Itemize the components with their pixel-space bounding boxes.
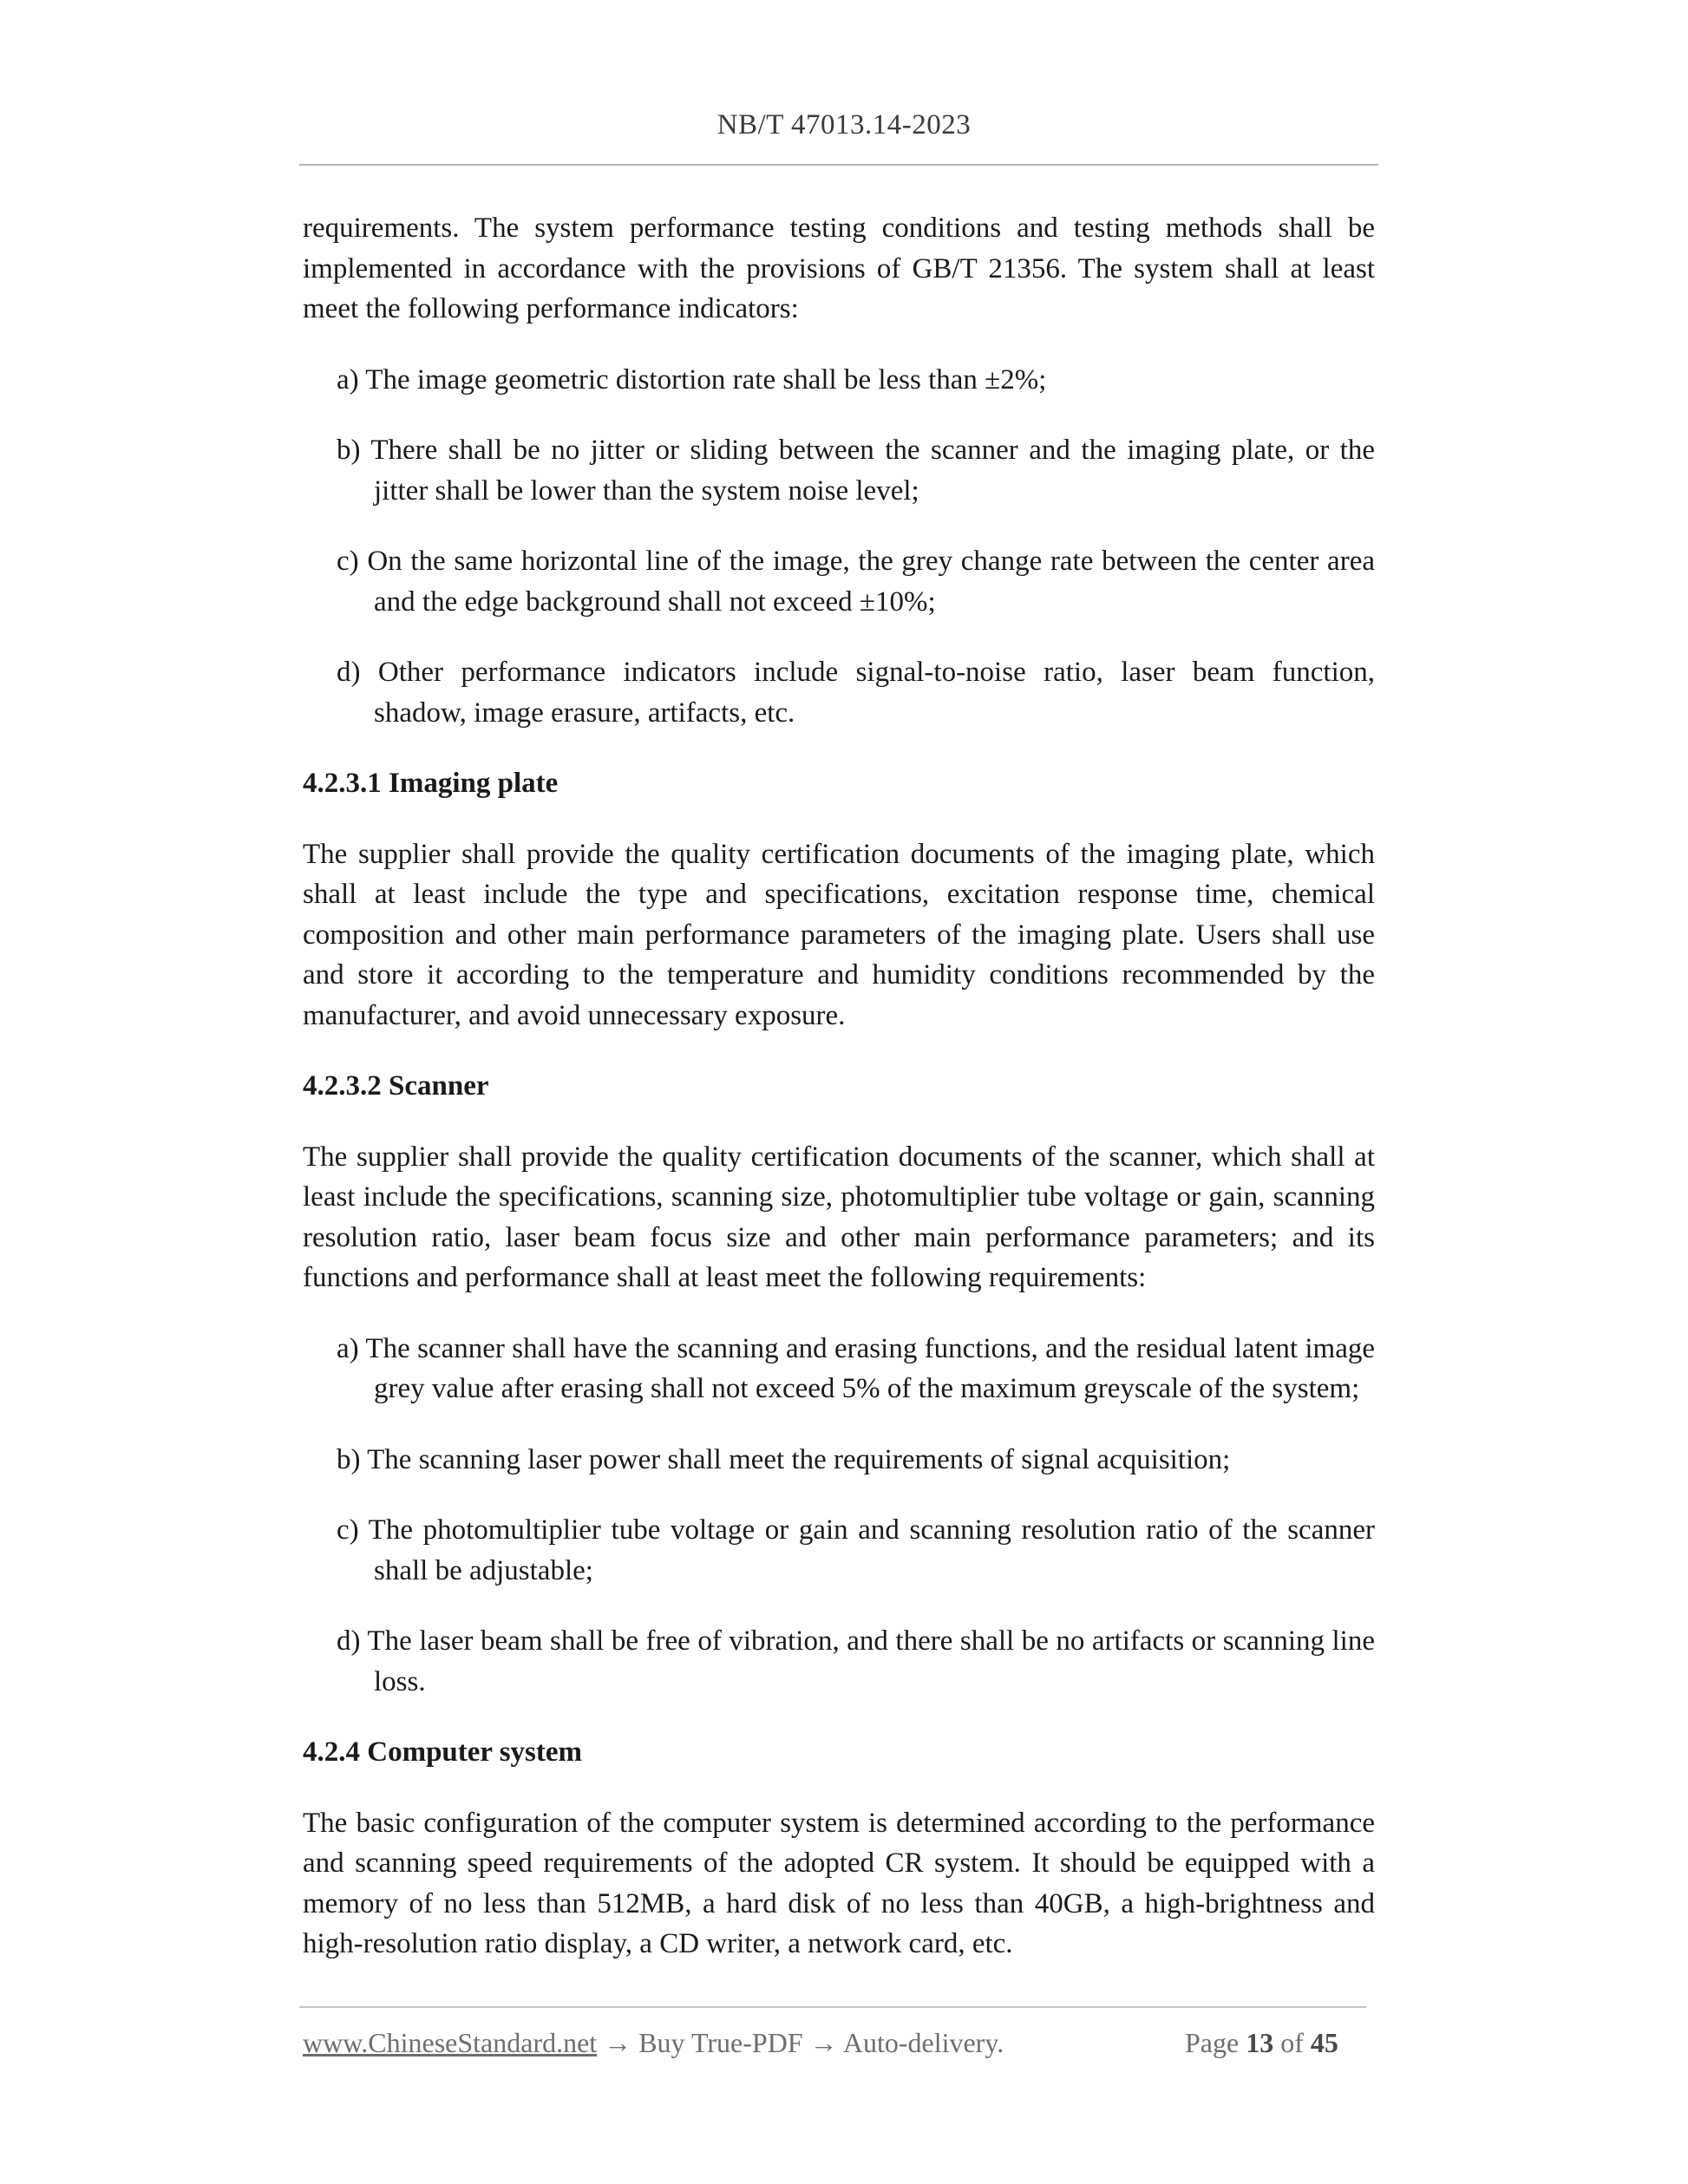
list-item-c: c) On the same horizontal line of the image, the grey change rate between the center area and the edge background shall not exceed ±10%; [337,546,1375,618]
list-item-a: a) The image geometric distortion rate shall be less than ±2%; [337,363,1047,396]
scanner-list-item-c: c) The photomultiplier tube voltage or gain and scanning resolution ratio of the scanner shall be adjustable; [337,1514,1375,1586]
of-label: of [1280,2027,1304,2058]
arrow-right-icon: → [604,2027,632,2058]
page-label: Page [1185,2027,1240,2058]
footer-promo [303,2027,1004,2059]
scanner-list-item-a: a) The scanner shall have the scanning and erasing functions, and the residual latent image grey value after erasing shall not exceed 5% of the maximum greyscale of the system; [337,1332,1375,1404]
arrow-right-icon: → [809,2027,838,2058]
body-paragraph-scanner: The supplier shall provide the quality certification documents of the scanner, which shall at least include the specifications, scanning size, photomultiplier tube voltage or gain, scanning resolution ratio, laser beam focus size and other main performance parameters; and its functions and performance shall at least meet the following requirements: [303,1141,1375,1293]
body-paragraph-imaging-plate: The supplier shall provide the quality certification documents of the imaging plate, which shall at least include the type and specifications, excitation response time, chemical composition and other main performance parameters of the imaging plate. Users shall use and store it according to the temperature and humidity conditions recommended by the manufacturer, and avoid unnecessary exposure. [303,838,1375,1031]
document-code: NB/T 47013.14-2023 [716,109,972,141]
auto-delivery-text: Auto-delivery. [842,2027,1004,2058]
scanner-list-item-d: d) The laser beam shall be free of vibration, and there shall be no artifacts or scanning line loss. [337,1625,1375,1697]
body-paragraph-1: requirements. The system performance testing conditions and testing methods shall be implemented in accordance with the provisions of GB/T 21356. The system shall at least meet the following performance indicators: [303,213,1375,324]
list-item-d: d) Other performance indicators include signal-to-noise ratio, laser beam function, shadow, image erasure, artifacts, etc. [337,657,1375,729]
page-total: 45 [1310,2027,1338,2058]
website-link[interactable]: www.ChineseStandard.net [303,2027,598,2058]
buy-pdf-text: Buy True-PDF [638,2027,803,2058]
list-item-b: b) There shall be no jitter or sliding between the scanner and the imaging plate, or the jitter shall be lower than the system noise level; [337,435,1375,507]
scanner-list-item-b: b) The scanning laser power shall meet the requirements of signal acquisition; [337,1443,1231,1475]
section-heading-imaging-plate: 4.2.3.1 Imaging plate [303,768,559,799]
page-number: 13 [1246,2027,1274,2058]
header-divider [299,164,1378,166]
body-paragraph-computer-system: The basic configuration of the computer system is determined according to the performance and scanning speed requirements of the adopted CR system. It should be equipped with a memory of no less than 512MB, a hard disk of no less than 40GB, a high-brightness and high-resolution ratio display, a CD writer, a network card, etc. [303,1807,1375,1959]
page-content [303,208,1375,1965]
section-heading-computer-system: 4.2.4 Computer system [303,1736,583,1768]
footer-divider [299,2006,1366,2008]
section-heading-scanner: 4.2.3.2 Scanner [303,1070,489,1102]
page-indicator [1185,2027,1338,2059]
